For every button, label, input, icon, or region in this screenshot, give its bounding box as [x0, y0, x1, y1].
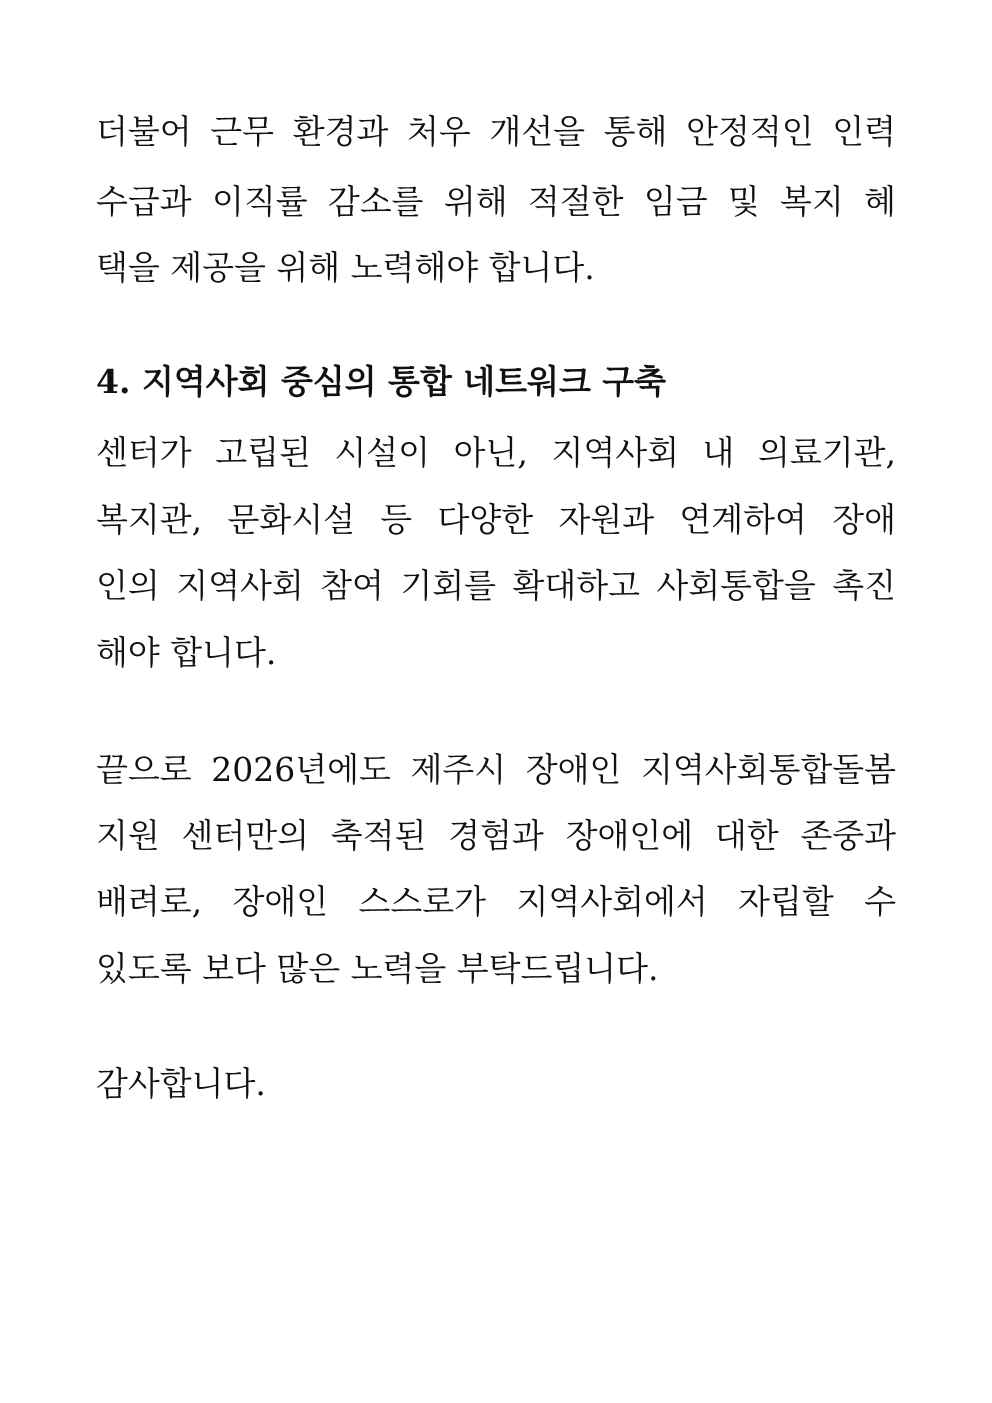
paragraph-line: 택을 제공을 위해 노력해야 합니다. — [96, 248, 595, 287]
paragraph-line: 해야 합니다. — [96, 633, 277, 672]
paragraph-line: 배려로, 장애인 스스로가 지역사회에서 자립할 수 — [96, 882, 896, 921]
paragraph-line: 복지관, 문화시설 등 다양한 자원과 연계하여 장애 — [96, 500, 896, 539]
section-heading: 4. 지역사회 중심의 통합 네트워크 구축 — [96, 362, 667, 401]
paragraph-line: 지원 센터만의 축적된 경험과 장애인에 대한 존중과 — [96, 816, 896, 855]
paragraph-line: 끝으로 2026년에도 제주시 장애인 지역사회통합돌봄 — [96, 750, 896, 789]
thanks-text: 감사합니다. — [96, 1064, 266, 1103]
paragraph-line: 더불어 근무 환경과 처우 개선을 통해 안정적인 인력 — [96, 112, 896, 151]
paragraph-line: 있도록 보다 많은 노력을 부탁드립니다. — [96, 949, 659, 988]
paragraph-line: 센터가 고립된 시설이 아닌, 지역사회 내 의료기관, — [96, 433, 896, 472]
paragraph-line: 인의 지역사회 참여 기회를 확대하고 사회통합을 촉진 — [96, 566, 896, 605]
paragraph-line: 수급과 이직률 감소를 위해 적절한 임금 및 복지 혜 — [96, 182, 896, 221]
